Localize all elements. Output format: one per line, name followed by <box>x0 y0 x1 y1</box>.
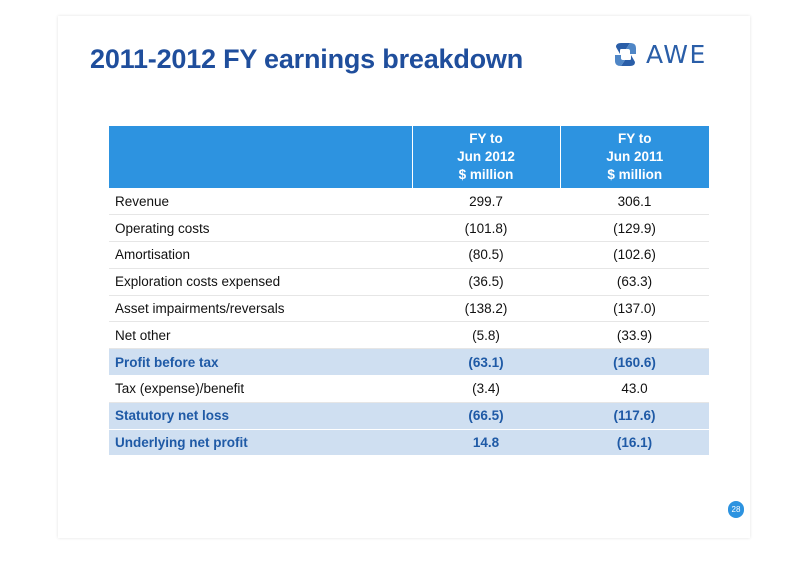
row-value-fy2011: (137.0) <box>613 301 656 317</box>
row-value-fy2012: (5.8) <box>472 327 500 343</box>
header-fy2012 <box>412 126 560 188</box>
row-value-fy2012: (36.5) <box>468 274 504 290</box>
row-value-fy2012: (63.1) <box>468 354 504 370</box>
header-fy2011 <box>560 126 709 188</box>
row-value-fy2011: 43.0 <box>621 381 648 397</box>
row-label: Operating costs <box>115 220 210 236</box>
awe-logo <box>612 40 707 69</box>
table-row <box>109 376 709 403</box>
row-label: Statutory net loss <box>115 408 230 424</box>
row-label: Net other <box>115 327 171 343</box>
table-row <box>109 188 709 215</box>
table-row <box>109 349 709 376</box>
row-value-fy2011: (16.1) <box>616 435 653 451</box>
header-fy2012-line2: Jun 2012 <box>457 149 515 164</box>
row-value-fy2012: 299.7 <box>469 193 503 209</box>
table-row <box>109 402 709 429</box>
page-number-badge: 28 <box>728 501 744 518</box>
row-value-fy2012: (138.2) <box>464 301 508 317</box>
header-label-cell <box>109 126 412 188</box>
header-fy2012-line1: FY to <box>469 131 503 146</box>
row-label: Amortisation <box>115 247 191 263</box>
header-fy2011-line3: $ million <box>607 167 663 182</box>
row-label: Underlying net profit <box>115 435 248 451</box>
table-row <box>109 295 709 322</box>
row-value-fy2011: (102.6) <box>613 247 656 263</box>
logo-text: AWE <box>646 40 707 69</box>
table-row <box>109 268 709 295</box>
header-fy2011-line1: FY to <box>618 131 652 146</box>
row-value-fy2012: (80.5) <box>468 247 504 263</box>
header-fy2011-line2: Jun 2011 <box>606 149 664 164</box>
row-label: Asset impairments/reversals <box>115 301 285 317</box>
table-row <box>109 242 709 269</box>
row-value-fy2012: (101.8) <box>464 220 508 236</box>
row-label: Profit before tax <box>115 354 219 370</box>
row-value-fy2011: 306.1 <box>617 193 652 209</box>
table-row <box>109 215 709 242</box>
earnings-table <box>109 126 709 456</box>
row-value-fy2011: (117.6) <box>613 408 656 424</box>
row-value-fy2012: (66.5) <box>468 408 504 424</box>
row-value-fy2011: (33.9) <box>616 327 653 343</box>
awe-logo-icon <box>612 41 639 68</box>
table-row <box>109 322 709 349</box>
table-header-row <box>109 126 709 188</box>
page-title: 2011-2012 FY earnings breakdown <box>90 44 524 74</box>
row-label: Exploration costs expensed <box>115 274 281 290</box>
table-row <box>109 429 709 456</box>
row-value-fy2011: (160.6) <box>613 354 656 370</box>
table-body <box>109 188 709 456</box>
row-value-fy2011: (129.9) <box>613 220 656 236</box>
row-label: Tax (expense)/benefit <box>115 381 245 397</box>
row-value-fy2012: 14.8 <box>472 435 500 451</box>
header-fy2012-line3: $ million <box>458 167 514 182</box>
row-value-fy2012: (3.4) <box>472 381 500 397</box>
row-value-fy2011: (63.3) <box>616 274 653 290</box>
row-label: Revenue <box>115 193 170 209</box>
